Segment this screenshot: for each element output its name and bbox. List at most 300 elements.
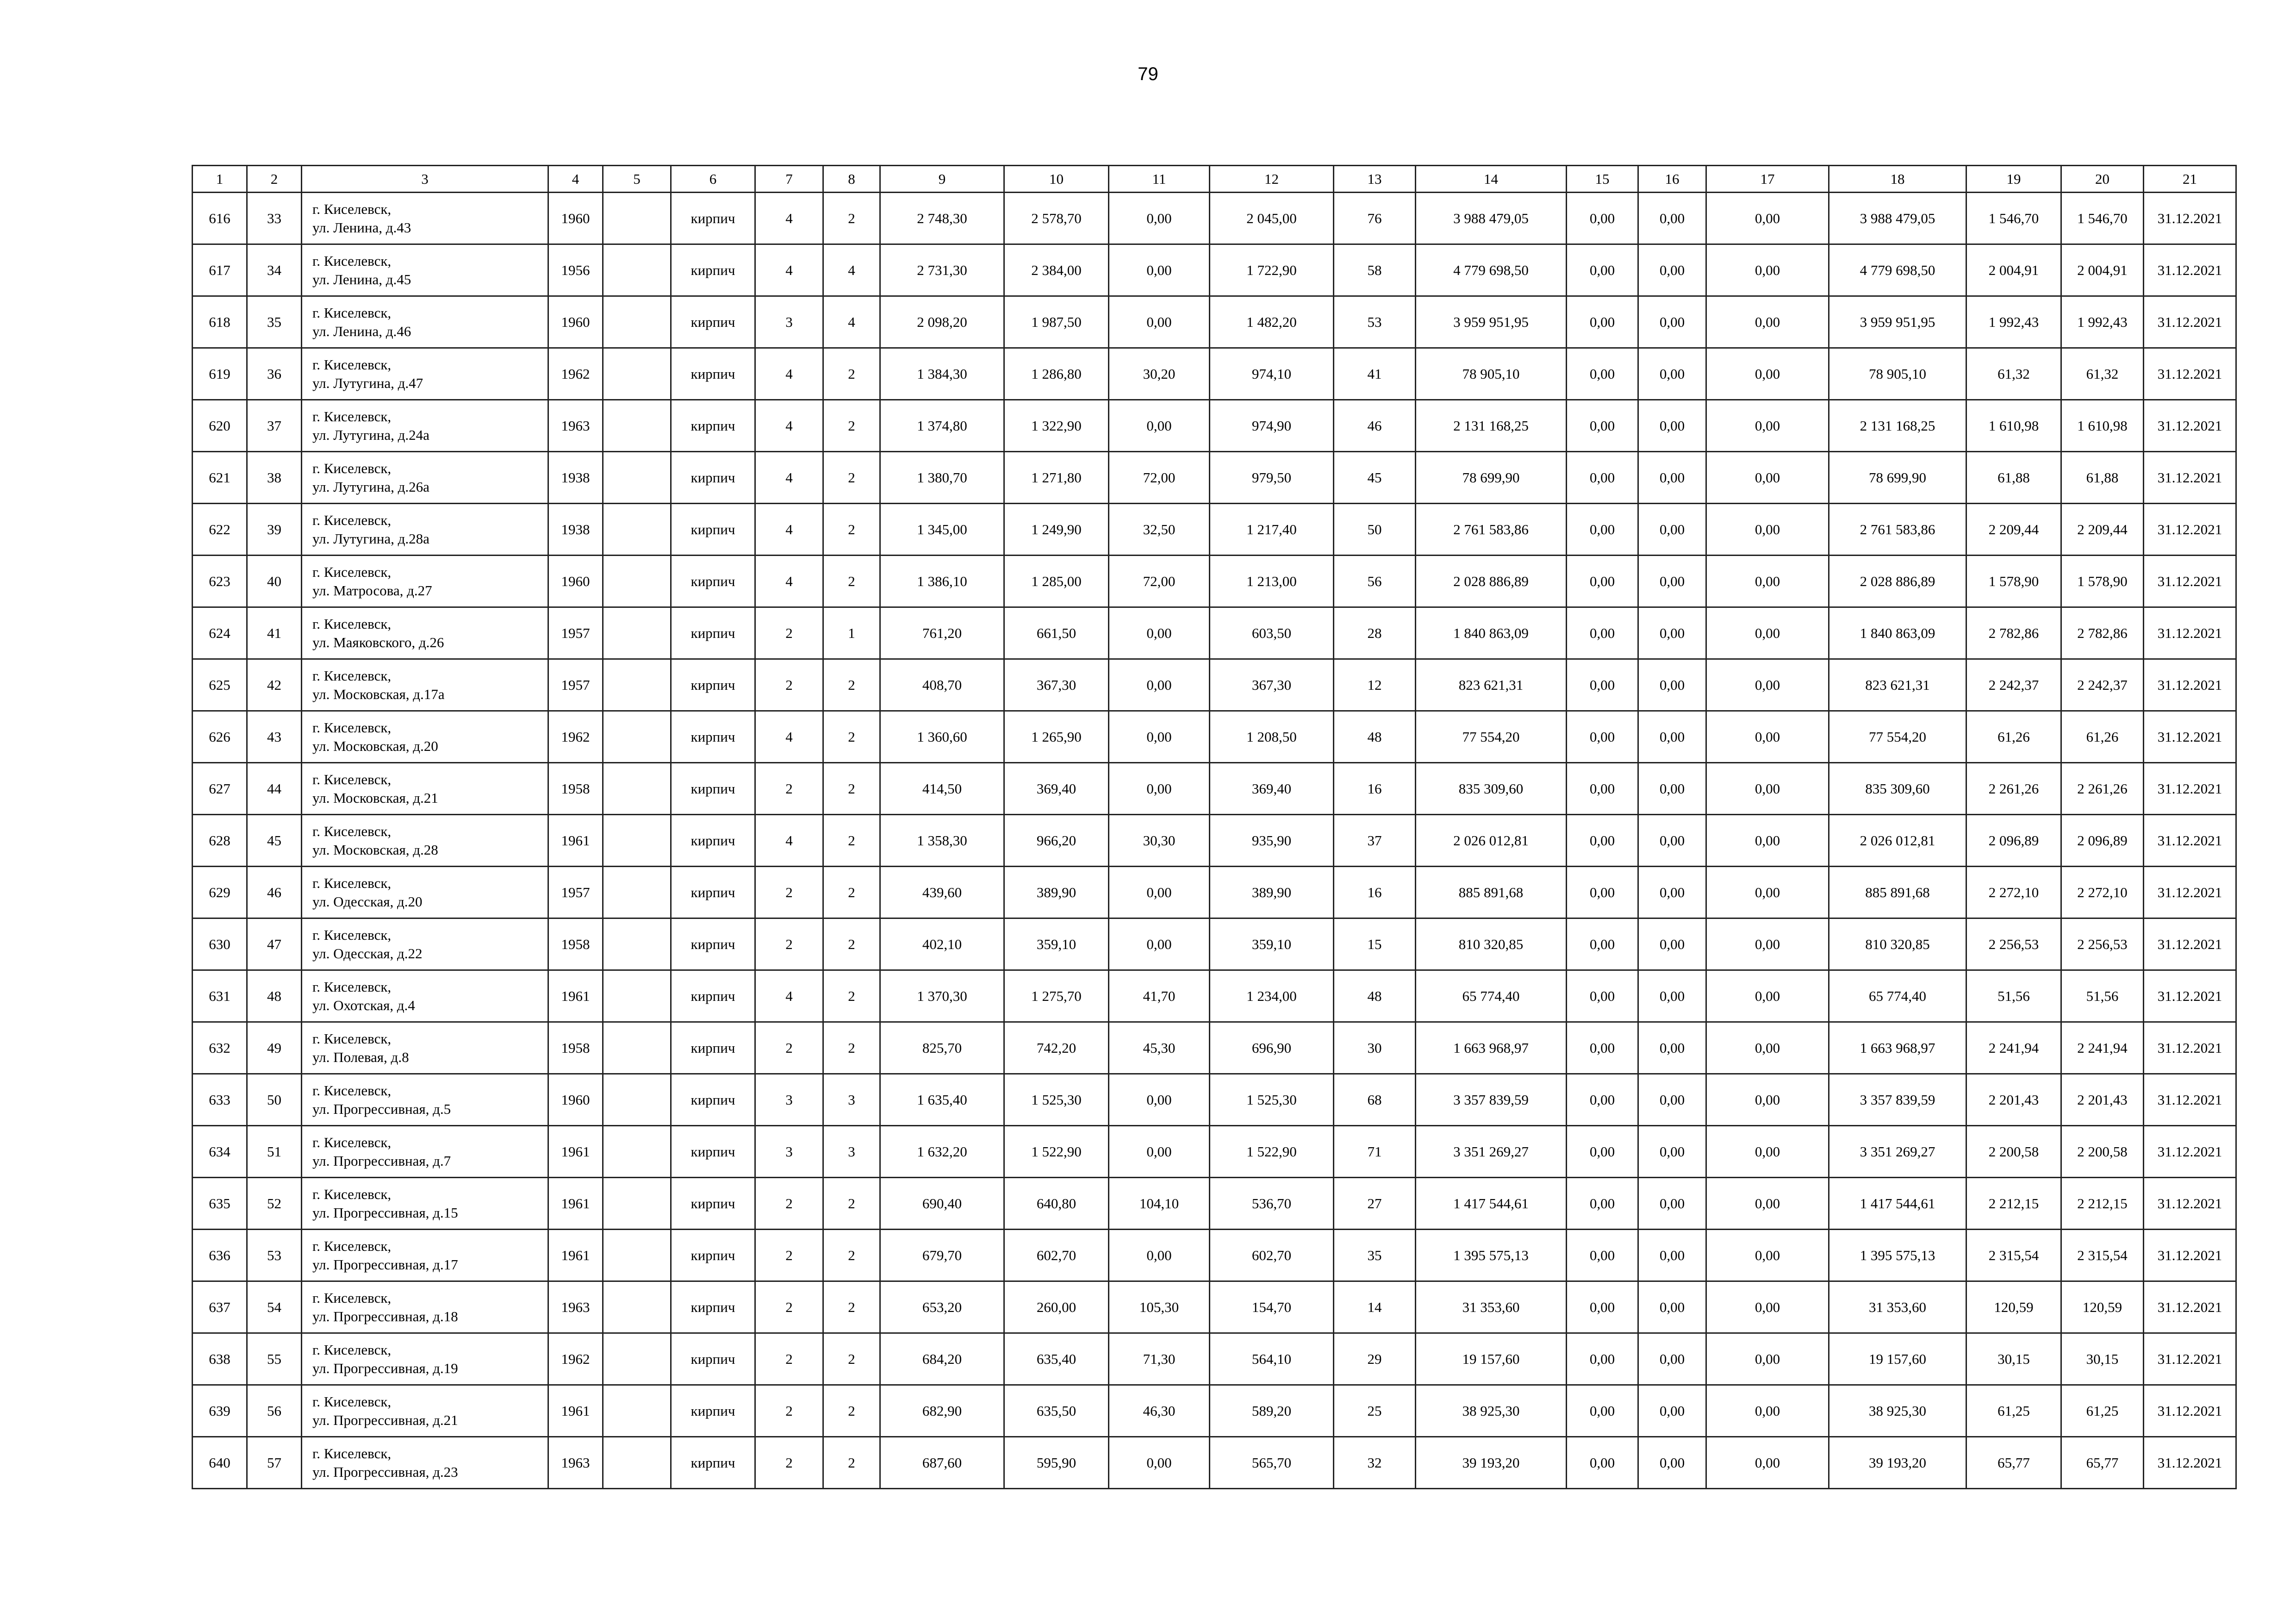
cell-col-7: 2 bbox=[755, 659, 823, 711]
address-cell bbox=[302, 504, 548, 556]
cell-col-17: 0,00 bbox=[1706, 711, 1829, 763]
cell-col-13: 28 bbox=[1334, 607, 1416, 659]
address-street: ул. Прогрессивная, д.15 bbox=[312, 1204, 458, 1221]
cell-col-16: 0,00 bbox=[1638, 815, 1706, 867]
cell-col-13: 35 bbox=[1334, 1230, 1416, 1281]
cell-col-5 bbox=[603, 1126, 671, 1178]
cell-col-21: 31.12.2021 bbox=[2144, 1230, 2236, 1281]
column-header-9: 9 bbox=[880, 166, 1004, 193]
address-street: ул. Лутугина, д.28а bbox=[312, 530, 429, 547]
cell-col-2: 49 bbox=[247, 1022, 302, 1074]
cell-col-9: 1 358,30 bbox=[880, 815, 1004, 867]
cell-col-11: 0,00 bbox=[1109, 1437, 1210, 1489]
column-header-16: 16 bbox=[1638, 166, 1706, 193]
cell-col-8: 4 bbox=[823, 296, 880, 348]
cell-col-20: 1 992,43 bbox=[2061, 296, 2144, 348]
cell-col-10: 1 987,50 bbox=[1004, 296, 1109, 348]
cell-col-10: 661,50 bbox=[1004, 607, 1109, 659]
cell-col-8: 2 bbox=[823, 659, 880, 711]
cell-col-8: 2 bbox=[823, 970, 880, 1022]
cell-col-16: 0,00 bbox=[1638, 711, 1706, 763]
cell-col-13: 27 bbox=[1334, 1178, 1416, 1230]
address-street: ул. Маяковского, д.26 bbox=[312, 634, 444, 650]
table-row bbox=[193, 1178, 2236, 1230]
column-header-11: 11 bbox=[1109, 166, 1210, 193]
cell-col-6: кирпич bbox=[671, 504, 755, 556]
cell-col-15: 0,00 bbox=[1567, 763, 1638, 815]
cell-col-15: 0,00 bbox=[1567, 659, 1638, 711]
address-street: ул. Одесская, д.20 bbox=[312, 893, 423, 910]
cell-col-17: 0,00 bbox=[1706, 1126, 1829, 1178]
cell-col-7: 3 bbox=[755, 1126, 823, 1178]
cell-col-18: 823 621,31 bbox=[1829, 659, 1966, 711]
cell-col-16: 0,00 bbox=[1638, 348, 1706, 400]
address-street: ул. Лутугина, д.26а bbox=[312, 478, 429, 495]
cell-col-18: 1 417 544,61 bbox=[1829, 1178, 1966, 1230]
cell-col-13: 45 bbox=[1334, 452, 1416, 504]
cell-col-8: 2 bbox=[823, 452, 880, 504]
address-cell bbox=[302, 815, 548, 867]
cell-col-18: 2 761 583,86 bbox=[1829, 504, 1966, 556]
cell-col-19: 2 004,91 bbox=[1966, 244, 2061, 296]
cell-col-4: 1958 bbox=[548, 763, 603, 815]
cell-col-7: 2 bbox=[755, 1178, 823, 1230]
address-city: г. Киселевск, bbox=[312, 1341, 392, 1358]
cell-col-13: 30 bbox=[1334, 1022, 1416, 1074]
cell-col-16: 0,00 bbox=[1638, 504, 1706, 556]
address-cell bbox=[302, 763, 548, 815]
cell-col-7: 4 bbox=[755, 244, 823, 296]
cell-col-6: кирпич bbox=[671, 452, 755, 504]
address-cell bbox=[302, 659, 548, 711]
cell-col-10: 1 322,90 bbox=[1004, 400, 1109, 452]
cell-col-14: 2 761 583,86 bbox=[1416, 504, 1567, 556]
cell-col-18: 4 779 698,50 bbox=[1829, 244, 1966, 296]
cell-col-8: 2 bbox=[823, 1178, 880, 1230]
cell-col-13: 25 bbox=[1334, 1385, 1416, 1437]
cell-col-16: 0,00 bbox=[1638, 193, 1706, 244]
cell-col-11: 72,00 bbox=[1109, 556, 1210, 607]
cell-col-19: 1 578,90 bbox=[1966, 556, 2061, 607]
table-row bbox=[193, 1333, 2236, 1385]
table-header-row bbox=[193, 166, 2236, 193]
cell-col-17: 0,00 bbox=[1706, 504, 1829, 556]
cell-col-9: 679,70 bbox=[880, 1230, 1004, 1281]
cell-col-15: 0,00 bbox=[1567, 193, 1638, 244]
address-city: г. Киселевск, bbox=[312, 874, 392, 891]
cell-col-10: 595,90 bbox=[1004, 1437, 1109, 1489]
cell-col-12: 603,50 bbox=[1210, 607, 1334, 659]
address-city: г. Киселевск, bbox=[312, 615, 392, 632]
address-city: г. Киселевск, bbox=[312, 771, 392, 787]
cell-col-17: 0,00 bbox=[1706, 918, 1829, 970]
cell-col-2: 56 bbox=[247, 1385, 302, 1437]
cell-col-13: 48 bbox=[1334, 970, 1416, 1022]
cell-col-2: 51 bbox=[247, 1126, 302, 1178]
cell-col-5 bbox=[603, 1333, 671, 1385]
cell-col-21: 31.12.2021 bbox=[2144, 244, 2236, 296]
table-row bbox=[193, 607, 2236, 659]
cell-col-20: 2 256,53 bbox=[2061, 918, 2144, 970]
cell-col-14: 3 351 269,27 bbox=[1416, 1126, 1567, 1178]
address-street: ул. Матросова, д.27 bbox=[312, 582, 432, 599]
cell-col-7: 4 bbox=[755, 815, 823, 867]
cell-col-1: 628 bbox=[193, 815, 247, 867]
cell-col-17: 0,00 bbox=[1706, 244, 1829, 296]
table-row bbox=[193, 970, 2236, 1022]
table-row bbox=[193, 1385, 2236, 1437]
cell-col-10: 742,20 bbox=[1004, 1022, 1109, 1074]
cell-col-14: 78 905,10 bbox=[1416, 348, 1567, 400]
cell-col-5 bbox=[603, 763, 671, 815]
cell-col-14: 4 779 698,50 bbox=[1416, 244, 1567, 296]
cell-col-2: 36 bbox=[247, 348, 302, 400]
address-city: г. Киселевск, bbox=[312, 356, 392, 373]
cell-col-1: 640 bbox=[193, 1437, 247, 1489]
cell-col-16: 0,00 bbox=[1638, 1281, 1706, 1333]
cell-col-1: 636 bbox=[193, 1230, 247, 1281]
cell-col-18: 19 157,60 bbox=[1829, 1333, 1966, 1385]
cell-col-18: 1 840 863,09 bbox=[1829, 607, 1966, 659]
cell-col-21: 31.12.2021 bbox=[2144, 296, 2236, 348]
cell-col-19: 30,15 bbox=[1966, 1333, 2061, 1385]
cell-col-2: 37 bbox=[247, 400, 302, 452]
cell-col-20: 1 546,70 bbox=[2061, 193, 2144, 244]
column-header-18: 18 bbox=[1829, 166, 1966, 193]
cell-col-20: 2 261,26 bbox=[2061, 763, 2144, 815]
cell-col-21: 31.12.2021 bbox=[2144, 867, 2236, 918]
cell-col-6: кирпич bbox=[671, 711, 755, 763]
cell-col-5 bbox=[603, 711, 671, 763]
cell-col-8: 2 bbox=[823, 193, 880, 244]
address-street: ул. Прогрессивная, д.21 bbox=[312, 1412, 458, 1428]
cell-col-8: 2 bbox=[823, 1230, 880, 1281]
cell-col-15: 0,00 bbox=[1567, 400, 1638, 452]
cell-col-11: 0,00 bbox=[1109, 400, 1210, 452]
cell-col-13: 46 bbox=[1334, 400, 1416, 452]
address-street: ул. Полевая, д.8 bbox=[312, 1049, 409, 1065]
cell-col-21: 31.12.2021 bbox=[2144, 970, 2236, 1022]
address-city: г. Киселевск, bbox=[312, 978, 392, 995]
cell-col-9: 1 635,40 bbox=[880, 1074, 1004, 1126]
cell-col-19: 61,88 bbox=[1966, 452, 2061, 504]
column-header-17: 17 bbox=[1706, 166, 1829, 193]
column-header-2: 2 bbox=[247, 166, 302, 193]
address-street: ул. Московская, д.28 bbox=[312, 841, 438, 858]
cell-col-12: 359,10 bbox=[1210, 918, 1334, 970]
cell-col-17: 0,00 bbox=[1706, 867, 1829, 918]
cell-col-17: 0,00 bbox=[1706, 815, 1829, 867]
cell-col-5 bbox=[603, 918, 671, 970]
address-cell bbox=[302, 1281, 548, 1333]
cell-col-16: 0,00 bbox=[1638, 763, 1706, 815]
page-number: 79 bbox=[1138, 64, 1158, 84]
cell-col-15: 0,00 bbox=[1567, 1126, 1638, 1178]
cell-col-7: 4 bbox=[755, 711, 823, 763]
cell-col-11: 0,00 bbox=[1109, 867, 1210, 918]
cell-col-6: кирпич bbox=[671, 556, 755, 607]
cell-col-4: 1938 bbox=[548, 452, 603, 504]
cell-col-10: 1 271,80 bbox=[1004, 452, 1109, 504]
cell-col-17: 0,00 bbox=[1706, 296, 1829, 348]
cell-col-12: 1 722,90 bbox=[1210, 244, 1334, 296]
cell-col-1: 630 bbox=[193, 918, 247, 970]
table-row bbox=[193, 348, 2236, 400]
cell-col-12: 935,90 bbox=[1210, 815, 1334, 867]
cell-col-1: 631 bbox=[193, 970, 247, 1022]
cell-col-16: 0,00 bbox=[1638, 970, 1706, 1022]
column-header-21: 21 bbox=[2144, 166, 2236, 193]
cell-col-19: 61,32 bbox=[1966, 348, 2061, 400]
cell-col-16: 0,00 bbox=[1638, 1178, 1706, 1230]
cell-col-10: 389,90 bbox=[1004, 867, 1109, 918]
cell-col-7: 4 bbox=[755, 348, 823, 400]
cell-col-6: кирпич bbox=[671, 400, 755, 452]
cell-col-5 bbox=[603, 1074, 671, 1126]
cell-col-15: 0,00 bbox=[1567, 556, 1638, 607]
column-header-15: 15 bbox=[1567, 166, 1638, 193]
cell-col-13: 14 bbox=[1334, 1281, 1416, 1333]
cell-col-17: 0,00 bbox=[1706, 1230, 1829, 1281]
cell-col-18: 1 395 575,13 bbox=[1829, 1230, 1966, 1281]
cell-col-11: 46,30 bbox=[1109, 1385, 1210, 1437]
cell-col-4: 1957 bbox=[548, 659, 603, 711]
table-row bbox=[193, 244, 2236, 296]
cell-col-20: 2 242,37 bbox=[2061, 659, 2144, 711]
cell-col-5 bbox=[603, 1178, 671, 1230]
column-header-12: 12 bbox=[1210, 166, 1334, 193]
cell-col-17: 0,00 bbox=[1706, 1074, 1829, 1126]
cell-col-17: 0,00 bbox=[1706, 1437, 1829, 1489]
address-cell bbox=[302, 1074, 548, 1126]
address-city: г. Киселевск, bbox=[312, 563, 392, 580]
cell-col-17: 0,00 bbox=[1706, 452, 1829, 504]
cell-col-9: 1 345,00 bbox=[880, 504, 1004, 556]
table-row bbox=[193, 452, 2236, 504]
cell-col-15: 0,00 bbox=[1567, 504, 1638, 556]
address-cell bbox=[302, 556, 548, 607]
cell-col-10: 966,20 bbox=[1004, 815, 1109, 867]
cell-col-1: 633 bbox=[193, 1074, 247, 1126]
column-header-1: 1 bbox=[193, 166, 247, 193]
cell-col-12: 974,90 bbox=[1210, 400, 1334, 452]
cell-col-14: 3 988 479,05 bbox=[1416, 193, 1567, 244]
cell-col-11: 32,50 bbox=[1109, 504, 1210, 556]
cell-col-18: 3 351 269,27 bbox=[1829, 1126, 1966, 1178]
cell-col-18: 2 131 168,25 bbox=[1829, 400, 1966, 452]
cell-col-7: 4 bbox=[755, 452, 823, 504]
cell-col-12: 1 217,40 bbox=[1210, 504, 1334, 556]
cell-col-8: 2 bbox=[823, 815, 880, 867]
cell-col-18: 3 988 479,05 bbox=[1829, 193, 1966, 244]
cell-col-8: 2 bbox=[823, 1022, 880, 1074]
cell-col-16: 0,00 bbox=[1638, 1230, 1706, 1281]
cell-col-20: 2 200,58 bbox=[2061, 1126, 2144, 1178]
cell-col-7: 4 bbox=[755, 193, 823, 244]
cell-col-7: 2 bbox=[755, 1333, 823, 1385]
table-row bbox=[193, 400, 2236, 452]
cell-col-9: 1 374,80 bbox=[880, 400, 1004, 452]
address-street: ул. Одесская, д.22 bbox=[312, 945, 423, 962]
cell-col-8: 2 bbox=[823, 556, 880, 607]
cell-col-10: 1 285,00 bbox=[1004, 556, 1109, 607]
address-cell bbox=[302, 711, 548, 763]
cell-col-20: 2 241,94 bbox=[2061, 1022, 2144, 1074]
cell-col-10: 635,40 bbox=[1004, 1333, 1109, 1385]
cell-col-16: 0,00 bbox=[1638, 1022, 1706, 1074]
cell-col-4: 1963 bbox=[548, 1437, 603, 1489]
cell-col-8: 2 bbox=[823, 711, 880, 763]
cell-col-12: 1 234,00 bbox=[1210, 970, 1334, 1022]
cell-col-8: 2 bbox=[823, 1281, 880, 1333]
address-city: г. Киселевск, bbox=[312, 1393, 392, 1410]
column-header-5: 5 bbox=[603, 166, 671, 193]
cell-col-20: 2 209,44 bbox=[2061, 504, 2144, 556]
address-street: ул. Прогрессивная, д.5 bbox=[312, 1100, 451, 1117]
cell-col-15: 0,00 bbox=[1567, 1230, 1638, 1281]
cell-col-1: 623 bbox=[193, 556, 247, 607]
cell-col-7: 2 bbox=[755, 867, 823, 918]
cell-col-5 bbox=[603, 1230, 671, 1281]
cell-col-6: кирпич bbox=[671, 348, 755, 400]
cell-col-14: 78 699,90 bbox=[1416, 452, 1567, 504]
cell-col-20: 61,32 bbox=[2061, 348, 2144, 400]
cell-col-21: 31.12.2021 bbox=[2144, 1022, 2236, 1074]
cell-col-12: 602,70 bbox=[1210, 1230, 1334, 1281]
cell-col-5 bbox=[603, 1437, 671, 1489]
cell-col-1: 637 bbox=[193, 1281, 247, 1333]
address-cell bbox=[302, 452, 548, 504]
cell-col-18: 77 554,20 bbox=[1829, 711, 1966, 763]
cell-col-16: 0,00 bbox=[1638, 1126, 1706, 1178]
cell-col-16: 0,00 bbox=[1638, 1437, 1706, 1489]
cell-col-21: 31.12.2021 bbox=[2144, 1126, 2236, 1178]
cell-col-16: 0,00 bbox=[1638, 1333, 1706, 1385]
address-city: г. Киселевск, bbox=[312, 1134, 392, 1150]
cell-col-4: 1957 bbox=[548, 867, 603, 918]
cell-col-5 bbox=[603, 815, 671, 867]
cell-col-1: 627 bbox=[193, 763, 247, 815]
cell-col-18: 38 925,30 bbox=[1829, 1385, 1966, 1437]
cell-col-17: 0,00 bbox=[1706, 1281, 1829, 1333]
address-street: ул. Прогрессивная, д.17 bbox=[312, 1256, 458, 1273]
address-cell bbox=[302, 1126, 548, 1178]
cell-col-20: 2 782,86 bbox=[2061, 607, 2144, 659]
cell-col-17: 0,00 bbox=[1706, 607, 1829, 659]
cell-col-19: 2 261,26 bbox=[1966, 763, 2061, 815]
cell-col-10: 260,00 bbox=[1004, 1281, 1109, 1333]
cell-col-17: 0,00 bbox=[1706, 193, 1829, 244]
cell-col-5 bbox=[603, 244, 671, 296]
cell-col-12: 154,70 bbox=[1210, 1281, 1334, 1333]
cell-col-10: 367,30 bbox=[1004, 659, 1109, 711]
cell-col-10: 2 578,70 bbox=[1004, 193, 1109, 244]
cell-col-12: 1 213,00 bbox=[1210, 556, 1334, 607]
cell-col-21: 31.12.2021 bbox=[2144, 659, 2236, 711]
cell-col-8: 2 bbox=[823, 918, 880, 970]
cell-col-4: 1961 bbox=[548, 1178, 603, 1230]
cell-col-21: 31.12.2021 bbox=[2144, 763, 2236, 815]
cell-col-12: 1 482,20 bbox=[1210, 296, 1334, 348]
cell-col-4: 1960 bbox=[548, 1074, 603, 1126]
cell-col-12: 2 045,00 bbox=[1210, 193, 1334, 244]
address-cell bbox=[302, 1230, 548, 1281]
cell-col-8: 2 bbox=[823, 400, 880, 452]
table-row bbox=[193, 815, 2236, 867]
cell-col-12: 564,10 bbox=[1210, 1333, 1334, 1385]
cell-col-21: 31.12.2021 bbox=[2144, 1281, 2236, 1333]
cell-col-14: 1 417 544,61 bbox=[1416, 1178, 1567, 1230]
cell-col-20: 2 212,15 bbox=[2061, 1178, 2144, 1230]
cell-col-14: 3 357 839,59 bbox=[1416, 1074, 1567, 1126]
cell-col-15: 0,00 bbox=[1567, 1178, 1638, 1230]
cell-col-9: 1 360,60 bbox=[880, 711, 1004, 763]
cell-col-10: 602,70 bbox=[1004, 1230, 1109, 1281]
cell-col-1: 638 bbox=[193, 1333, 247, 1385]
cell-col-15: 0,00 bbox=[1567, 1385, 1638, 1437]
cell-col-18: 1 663 968,97 bbox=[1829, 1022, 1966, 1074]
cell-col-8: 2 bbox=[823, 348, 880, 400]
cell-col-4: 1957 bbox=[548, 607, 603, 659]
cell-col-8: 2 bbox=[823, 1333, 880, 1385]
address-city: г. Киселевск, bbox=[312, 408, 392, 425]
column-header-19: 19 bbox=[1966, 166, 2061, 193]
cell-col-6: кирпич bbox=[671, 193, 755, 244]
table-row bbox=[193, 763, 2236, 815]
cell-col-5 bbox=[603, 296, 671, 348]
cell-col-15: 0,00 bbox=[1567, 1022, 1638, 1074]
address-cell bbox=[302, 296, 548, 348]
cell-col-14: 1 840 863,09 bbox=[1416, 607, 1567, 659]
cell-col-20: 2 315,54 bbox=[2061, 1230, 2144, 1281]
cell-col-2: 45 bbox=[247, 815, 302, 867]
cell-col-19: 51,56 bbox=[1966, 970, 2061, 1022]
cell-col-1: 620 bbox=[193, 400, 247, 452]
table-row bbox=[193, 556, 2236, 607]
address-cell bbox=[302, 607, 548, 659]
cell-col-12: 565,70 bbox=[1210, 1437, 1334, 1489]
cell-col-18: 2 028 886,89 bbox=[1829, 556, 1966, 607]
cell-col-9: 1 632,20 bbox=[880, 1126, 1004, 1178]
cell-col-4: 1958 bbox=[548, 918, 603, 970]
cell-col-16: 0,00 bbox=[1638, 659, 1706, 711]
table-row bbox=[193, 1281, 2236, 1333]
cell-col-9: 408,70 bbox=[880, 659, 1004, 711]
cell-col-19: 61,25 bbox=[1966, 1385, 2061, 1437]
table-row bbox=[193, 659, 2236, 711]
cell-col-14: 2 026 012,81 bbox=[1416, 815, 1567, 867]
cell-col-14: 2 131 168,25 bbox=[1416, 400, 1567, 452]
cell-col-4: 1958 bbox=[548, 1022, 603, 1074]
cell-col-20: 2 096,89 bbox=[2061, 815, 2144, 867]
cell-col-8: 2 bbox=[823, 867, 880, 918]
cell-col-9: 684,20 bbox=[880, 1333, 1004, 1385]
cell-col-6: кирпич bbox=[671, 244, 755, 296]
cell-col-6: кирпич bbox=[671, 918, 755, 970]
cell-col-13: 50 bbox=[1334, 504, 1416, 556]
cell-col-12: 1 525,30 bbox=[1210, 1074, 1334, 1126]
cell-col-6: кирпич bbox=[671, 1022, 755, 1074]
cell-col-15: 0,00 bbox=[1567, 607, 1638, 659]
cell-col-18: 78 699,90 bbox=[1829, 452, 1966, 504]
cell-col-18: 810 320,85 bbox=[1829, 918, 1966, 970]
cell-col-14: 77 554,20 bbox=[1416, 711, 1567, 763]
column-header-6: 6 bbox=[671, 166, 755, 193]
cell-col-5 bbox=[603, 970, 671, 1022]
cell-col-12: 1 208,50 bbox=[1210, 711, 1334, 763]
cell-col-16: 0,00 bbox=[1638, 452, 1706, 504]
cell-col-16: 0,00 bbox=[1638, 867, 1706, 918]
